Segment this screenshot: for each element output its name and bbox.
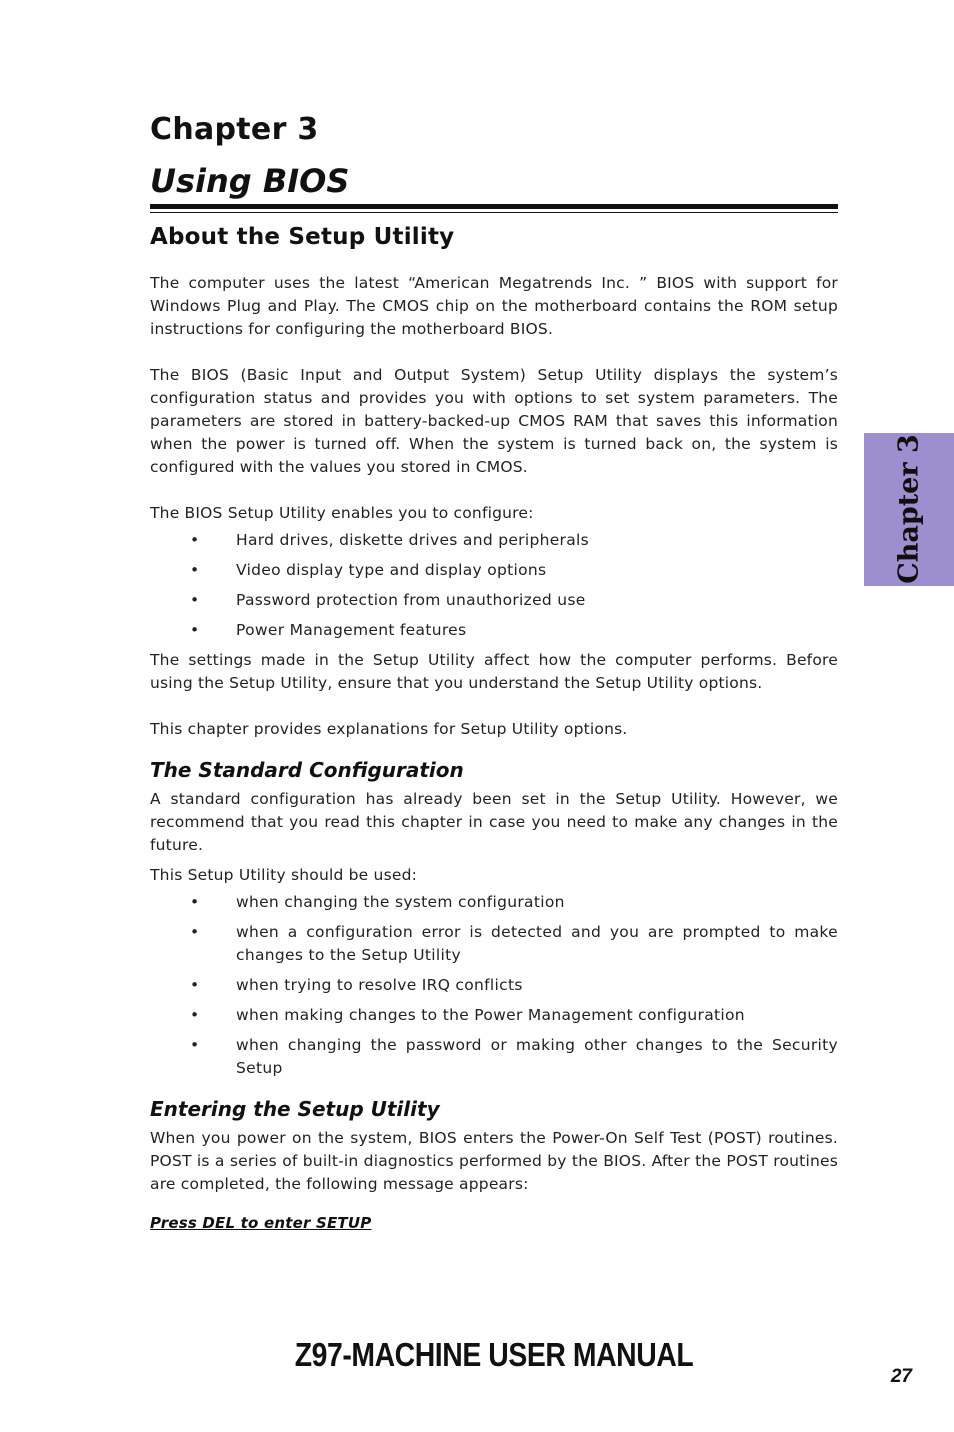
list-item: • when a configuration error is detected and you are prompted to make changes to the Setup Utility: [190, 923, 838, 964]
page-number: 27: [890, 1366, 912, 1387]
chapter-side-tab: [864, 433, 954, 586]
setup-message: Press DEL to enter SETUP: [150, 1214, 372, 1232]
chapter-explanation-paragraph: This chapter provides explanations for Setup Utility options.: [150, 720, 628, 738]
manual-title: Z97-MACHINE USER MANUAL: [294, 1336, 694, 1373]
page-content: [150, 272, 838, 1235]
entering-setup-heading: Entering the Setup Utility: [150, 1097, 440, 1121]
bullet-icon: •: [190, 893, 200, 911]
chapter-title: Using BIOS: [150, 162, 350, 200]
usage-lead: This Setup Utility should be used:: [150, 866, 418, 884]
list-item: • when trying to resolve IRQ conflicts: [150, 974, 838, 997]
intro-paragraph: The computer uses the latest “American Megatrends Inc. ” BIOS with support for Windows Plug and Play. The CMOS chip on the motherboard contains the ROM setup instructions for configuring the motherboard BIOS.: [150, 274, 838, 338]
title-rule-thick: [150, 204, 838, 209]
configure-list: [150, 529, 838, 642]
bullet-icon: •: [190, 923, 200, 941]
bullet-icon: •: [190, 591, 200, 609]
bullet-icon: •: [190, 561, 200, 579]
chapter-side-tab-label: Chapter 3: [893, 434, 925, 584]
standard-config-heading: The Standard Configuration: [150, 758, 464, 782]
list-item: • Video display type and display options: [150, 559, 838, 582]
bullet-icon: •: [190, 531, 200, 549]
bullet-icon: •: [190, 976, 200, 994]
list-item: • Password protection from unauthorized use: [150, 589, 838, 612]
bullet-icon: •: [190, 621, 200, 639]
list-item: • when making changes to the Power Management configuration: [150, 1004, 838, 1027]
bullet-icon: •: [190, 1006, 200, 1024]
bios-description-paragraph: The BIOS (Basic Input and Output System) Setup Utility displays the system’s configuration status and provides you with options to set system parameters. The parameters are stored in battery-backed-up CMOS RAM that saves this information when the power is turned off. When the system is turned back on, the system is configured with the values you stored in CMOS.: [150, 366, 838, 476]
list-item: • when changing the system configuration: [150, 891, 838, 914]
entering-setup-paragraph: When you power on the system, BIOS enters the Power-On Self Test (POST) routines. POST is a series of built-in diagnostics performed by the BIOS. After the POST routines are completed, the following message appears:: [150, 1129, 838, 1193]
chapter-number: Chapter 3: [150, 112, 319, 147]
configure-lead: The BIOS Setup Utility enables you to configure:: [150, 504, 534, 522]
title-rule-thin: [150, 212, 838, 213]
settings-paragraph: The settings made in the Setup Utility affect how the computer performs. Before using the Setup Utility, ensure that you understand the Setup Utility options.: [150, 651, 838, 692]
usage-list: [150, 891, 838, 1080]
list-item: • Hard drives, diskette drives and peripherals: [150, 529, 838, 552]
list-item: • Power Management features: [150, 619, 838, 642]
bullet-icon: •: [190, 1036, 200, 1054]
list-item: • when changing the password or making other changes to the Security Setup: [190, 1036, 838, 1077]
standard-config-paragraph: A standard configuration has already been set in the Setup Utility. However, we recommend that you read this chapter in case you need to make any changes in the future.: [150, 790, 838, 854]
section-title: About the Setup Utility: [150, 224, 455, 250]
